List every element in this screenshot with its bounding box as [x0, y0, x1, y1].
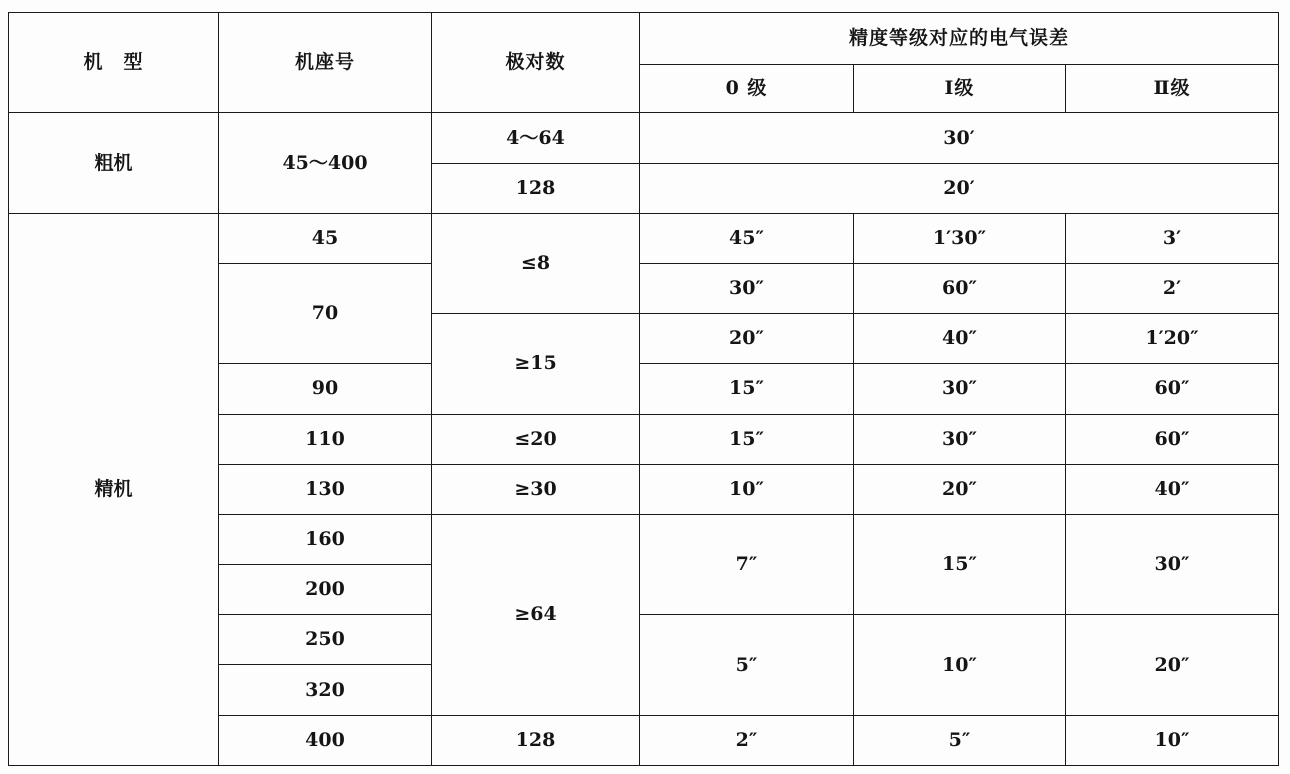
frame-cell: 110 — [219, 414, 432, 464]
coarse-poles: 128 — [432, 163, 640, 213]
frame-cell: 200 — [219, 565, 432, 615]
error-grade-1: 40″ — [854, 314, 1066, 364]
error-grade-2: 20″ — [1066, 615, 1279, 715]
error-grade-1: 60″ — [854, 263, 1066, 313]
poles-cell: ≥30 — [432, 464, 640, 514]
error-grade-0: 15″ — [640, 364, 854, 414]
poles-cell: ≥64 — [432, 514, 640, 715]
error-grade-1: 20″ — [854, 464, 1066, 514]
error-grade-2: 1′20″ — [1066, 314, 1279, 364]
coarse-machine-label: 粗机 — [9, 113, 219, 213]
header-grade-0: 0 级 — [640, 65, 854, 113]
poles-cell: 128 — [432, 715, 640, 765]
poles-cell: ≤20 — [432, 414, 640, 464]
error-grade-1: 30″ — [854, 414, 1066, 464]
error-grade-2: 30″ — [1066, 514, 1279, 614]
error-grade-2: 60″ — [1066, 364, 1279, 414]
error-grade-2: 2′ — [1066, 263, 1279, 313]
error-grade-2: 10″ — [1066, 715, 1279, 765]
frame-cell: 400 — [219, 715, 432, 765]
header-grade-1: Ⅰ级 — [854, 65, 1066, 113]
error-grade-1: 10″ — [854, 615, 1066, 715]
coarse-poles: 4～64 — [432, 113, 640, 163]
table-row — [9, 113, 1279, 163]
error-grade-2: 3′ — [1066, 213, 1279, 263]
header-frame-number: 机座号 — [219, 13, 432, 113]
poles-cell: ≥15 — [432, 314, 640, 414]
frame-cell: 250 — [219, 615, 432, 665]
table-row — [9, 213, 1279, 263]
error-grade-1: 15″ — [854, 514, 1066, 614]
frame-cell: 320 — [219, 665, 432, 715]
error-grade-0: 10″ — [640, 464, 854, 514]
fine-machine-label: 精机 — [9, 213, 219, 765]
frame-cell: 130 — [219, 464, 432, 514]
frame-cell: 70 — [219, 263, 432, 363]
error-grade-0: 15″ — [640, 414, 854, 464]
error-grade-2: 40″ — [1066, 464, 1279, 514]
header-row-1 — [9, 13, 1279, 65]
error-grade-0: 20″ — [640, 314, 854, 364]
error-grade-0: 45″ — [640, 213, 854, 263]
coarse-error: 20′ — [640, 163, 1279, 213]
frame-cell: 160 — [219, 514, 432, 564]
header-grade-2: Ⅱ级 — [1066, 65, 1279, 113]
error-grade-2: 60″ — [1066, 414, 1279, 464]
error-grade-1: 30″ — [854, 364, 1066, 414]
header-machine-type: 机 型 — [9, 13, 219, 113]
error-grade-0: 30″ — [640, 263, 854, 313]
error-grade-0: 7″ — [640, 514, 854, 614]
header-pole-pairs: 极对数 — [432, 13, 640, 113]
poles-cell: ≤8 — [432, 213, 640, 313]
error-grade-0: 5″ — [640, 615, 854, 715]
frame-cell: 45 — [219, 213, 432, 263]
coarse-error: 30′ — [640, 113, 1279, 163]
error-grade-1: 1′30″ — [854, 213, 1066, 263]
frame-cell: 90 — [219, 364, 432, 414]
coarse-frame-range: 45～400 — [219, 113, 432, 213]
error-grade-0: 2″ — [640, 715, 854, 765]
header-error-group: 精度等级对应的电气误差 — [640, 13, 1279, 65]
error-grade-1: 5″ — [854, 715, 1066, 765]
electrical-error-table — [8, 12, 1279, 766]
